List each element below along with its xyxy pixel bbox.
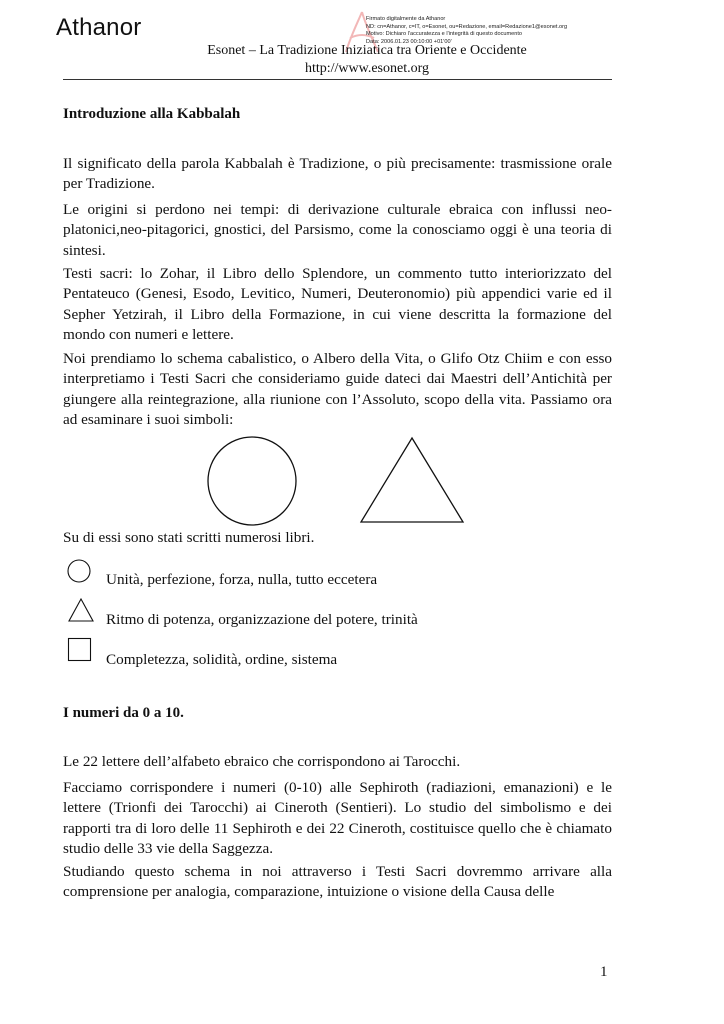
symbol-label: Ritmo di potenza, organizzazione del potere, trinità xyxy=(106,611,418,628)
signature-line: Data: 2006.01.23 00:10:00 +01'00' xyxy=(366,38,452,45)
paragraph: Su di essi sono stati scritti numerosi libri. xyxy=(63,529,315,546)
header-divider xyxy=(63,79,612,80)
signature-line: ND: cn=Athanor, c=IT, o=Esonet, ou=Redazione, email=Redazione1@esonet.org xyxy=(366,23,568,30)
paragraph: Testi sacri: lo Zohar, il Libro dello Splendore, un commento tutto interiorizzato del Pentateuco (Genesi, Esodo, Levitico, Numeri, Deuteronomio) più appendici varie ed il Sepher Yetzirah, il Libro della Formazione, in cui viene descritta la formazione del mondo con numeri e lettere. xyxy=(63,265,612,344)
large-triangle-icon xyxy=(361,438,463,522)
paragraph: Le origini si perdono nei tempi: di derivazione culturale ebraica con influssi neo-platonici,neo-pitagorici, gnostici, del Parsismo, come la conosciamo oggi è una teoria di sintesi. xyxy=(63,201,612,259)
section-heading: I numeri da 0 a 10. xyxy=(63,705,184,721)
square-icon xyxy=(67,637,93,663)
large-circle-icon xyxy=(208,437,296,525)
paragraph: Facciamo corrispondere i numeri (0-10) alle Sephiroth (radiazioni, emanazioni) e le lettere (Trionfi dei Tarocchi) ai Cineroth (Sentieri). Lo studio del simbolismo e dei rapporti tra di loro delle 11 Sephiroth e dei 22 Cineroth, costituisce quello che è chiamato studio delle 33 vie della Saggezza. xyxy=(63,779,612,858)
symbol-label: Completezza, solidità, ordine, sistema xyxy=(106,651,338,668)
symbols-figure xyxy=(200,434,480,530)
paragraph: Il significato della parola Kabbalah è Tradizione, o più precisamente: trasmissione orale per Tradizione. xyxy=(63,155,612,193)
section-heading: Introduzione alla Kabbalah xyxy=(63,106,241,122)
paragraph: Studiando questo schema in noi attraverso i Testi Sacri dovremmo arrivare alla comprensione per analogia, comparazione, intuizione o visione della Causa delle xyxy=(63,863,612,901)
circle-icon xyxy=(66,558,92,584)
digital-signature-block xyxy=(366,16,626,46)
page-number: 1 xyxy=(600,964,608,980)
signature-line: Firmato digitalmente da Athanor xyxy=(366,16,446,22)
symbol-label: Unità, perfezione, forza, nulla, tutto eccetera xyxy=(106,571,378,588)
paragraph: Noi prendiamo lo schema cabalistico, o Albero della Vita, o Glifo Otz Chiim e con esso interpretiamo i Testi Sacri che consideriamo guide dateci dai Maestri dell’Antichità per giungere alla reintegrazione, alla riunione con l’Assoluto, scopo della vita. Passiamo ora ad esaminare i suoi simboli: xyxy=(63,350,612,429)
brand-title: Athanor xyxy=(56,14,142,41)
header-url[interactable]: http://www.esonet.org xyxy=(304,61,430,76)
header-title: Esonet – La Tradizione Iniziatica tra Oriente e Occidente xyxy=(207,43,527,58)
paragraph: Le 22 lettere dell’alfabeto ebraico che corrispondono ai Tarocchi. xyxy=(63,753,461,770)
signature-line: Motivo: Dichiaro l'accuratezza e l'integrità di questo documento xyxy=(366,31,523,37)
triangle-icon xyxy=(67,597,95,623)
